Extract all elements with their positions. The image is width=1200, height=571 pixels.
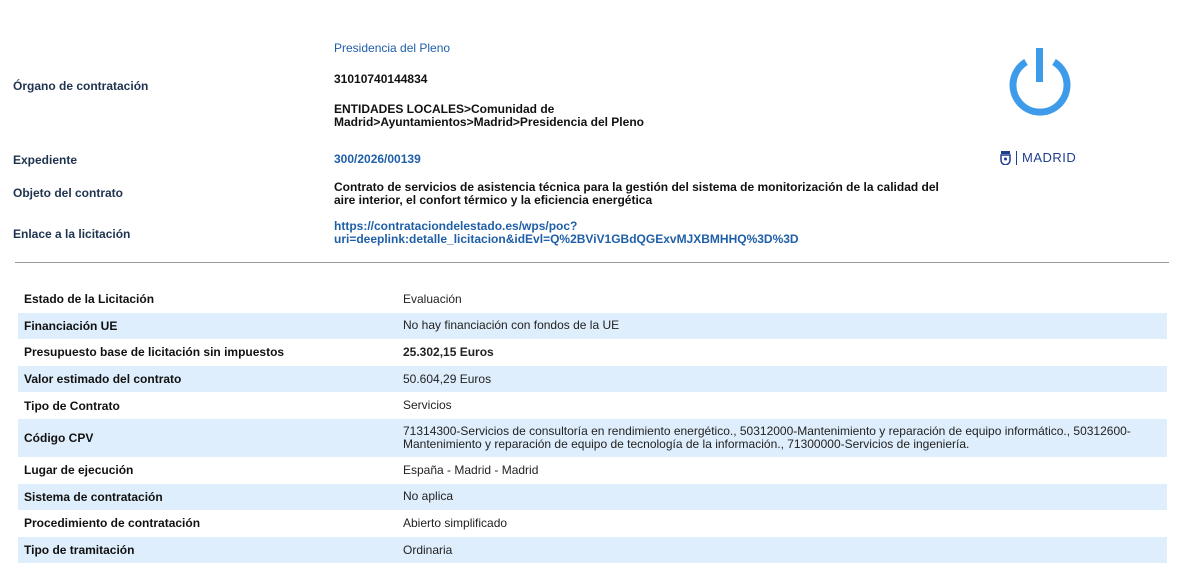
organo-path: ENTIDADES LOCALES>Comunidad de Madrid>Ayuntamientos>Madrid>Presidencia del Pleno (334, 102, 644, 129)
detail-value: No aplica (403, 489, 454, 504)
detail-row-tramitacion (18, 537, 1167, 564)
madrid-crest-icon (1000, 151, 1011, 165)
detail-key: Tipo de Contrato (24, 398, 120, 413)
detail-value: Evaluación (403, 291, 462, 306)
detail-value: 50.604,29 Euros (403, 371, 492, 386)
detail-value: Servicios (403, 398, 452, 413)
objeto-label: Objeto del contrato (13, 186, 124, 200)
detail-key: Sistema de contratación (24, 489, 163, 504)
detail-value: Abierto simplificado (403, 515, 508, 530)
details-table (18, 286, 1167, 563)
detail-value: 25.302,15 Euros (403, 344, 494, 359)
detail-key: Presupuesto base de licitación sin impuestos (24, 345, 285, 360)
objeto-value: Contrato de servicios de asistencia técnica para la gestión del sistema de monitorización de la calidad del aire interior, el confort térmico y la eficiencia energética (334, 180, 939, 207)
detail-key: Procedimiento de contratación (24, 516, 201, 531)
enlace-label: Enlace a la licitación (13, 227, 131, 241)
detail-key: Valor estimado del contrato (24, 372, 182, 387)
detail-row-procedimiento (18, 510, 1167, 537)
enlace-link[interactable] (334, 220, 974, 246)
detail-row-valor-estimado (18, 366, 1167, 393)
detail-key: Tipo de tramitación (24, 543, 135, 558)
power-logo (1000, 40, 1080, 123)
detail-row-cpv (18, 419, 1167, 457)
detail-key: Lugar de ejecución (24, 463, 134, 478)
expediente-label: Expediente (13, 153, 78, 167)
detail-row-estado (18, 286, 1167, 313)
organo-name-link[interactable]: Presidencia del Pleno (334, 41, 451, 55)
detail-value: España - Madrid - Madrid (403, 462, 539, 477)
madrid-logo-text: MADRID (1022, 150, 1077, 165)
detail-row-lugar (18, 457, 1167, 484)
detail-row-sistema (18, 484, 1167, 511)
detail-value: 71314300-Servicios de consultoría en rendimiento energético., 50312000-Mantenimiento y reparación de equipo informático., 50312600-Mantenimiento y reparación de equipo de tecnología de la información., 71300000-Servicios de ingeniería. (403, 423, 1131, 451)
expediente-value[interactable]: 300/2026/00139 (334, 152, 421, 166)
enlace-line-2: uri=deeplink:detalle_licitacion&idEvl=Q%2BViV1GBdQGExvMJXBMHHQ%3D%3D (334, 232, 799, 246)
madrid-logo (1000, 150, 1076, 165)
detail-row-presupuesto (18, 339, 1167, 366)
detail-row-tipo-contrato (18, 392, 1167, 419)
detail-row-financiacion (18, 313, 1167, 340)
power-icon (1000, 40, 1080, 120)
detail-key: Código CPV (24, 430, 94, 445)
organo-id: 31010740144834 (334, 72, 428, 86)
enlace-line-1: https://contrataciondelestado.es/wps/poc? (334, 219, 578, 233)
section-divider (15, 262, 1169, 263)
detail-key: Financiación UE (24, 318, 118, 333)
detail-key: Estado de la Licitación (24, 292, 155, 307)
detail-value: No hay financiación con fondos de la UE (403, 318, 620, 333)
madrid-logo-separator (1016, 151, 1017, 165)
detail-value: Ordinaria (403, 542, 453, 557)
organo-label: Órgano de contratación (13, 79, 149, 93)
